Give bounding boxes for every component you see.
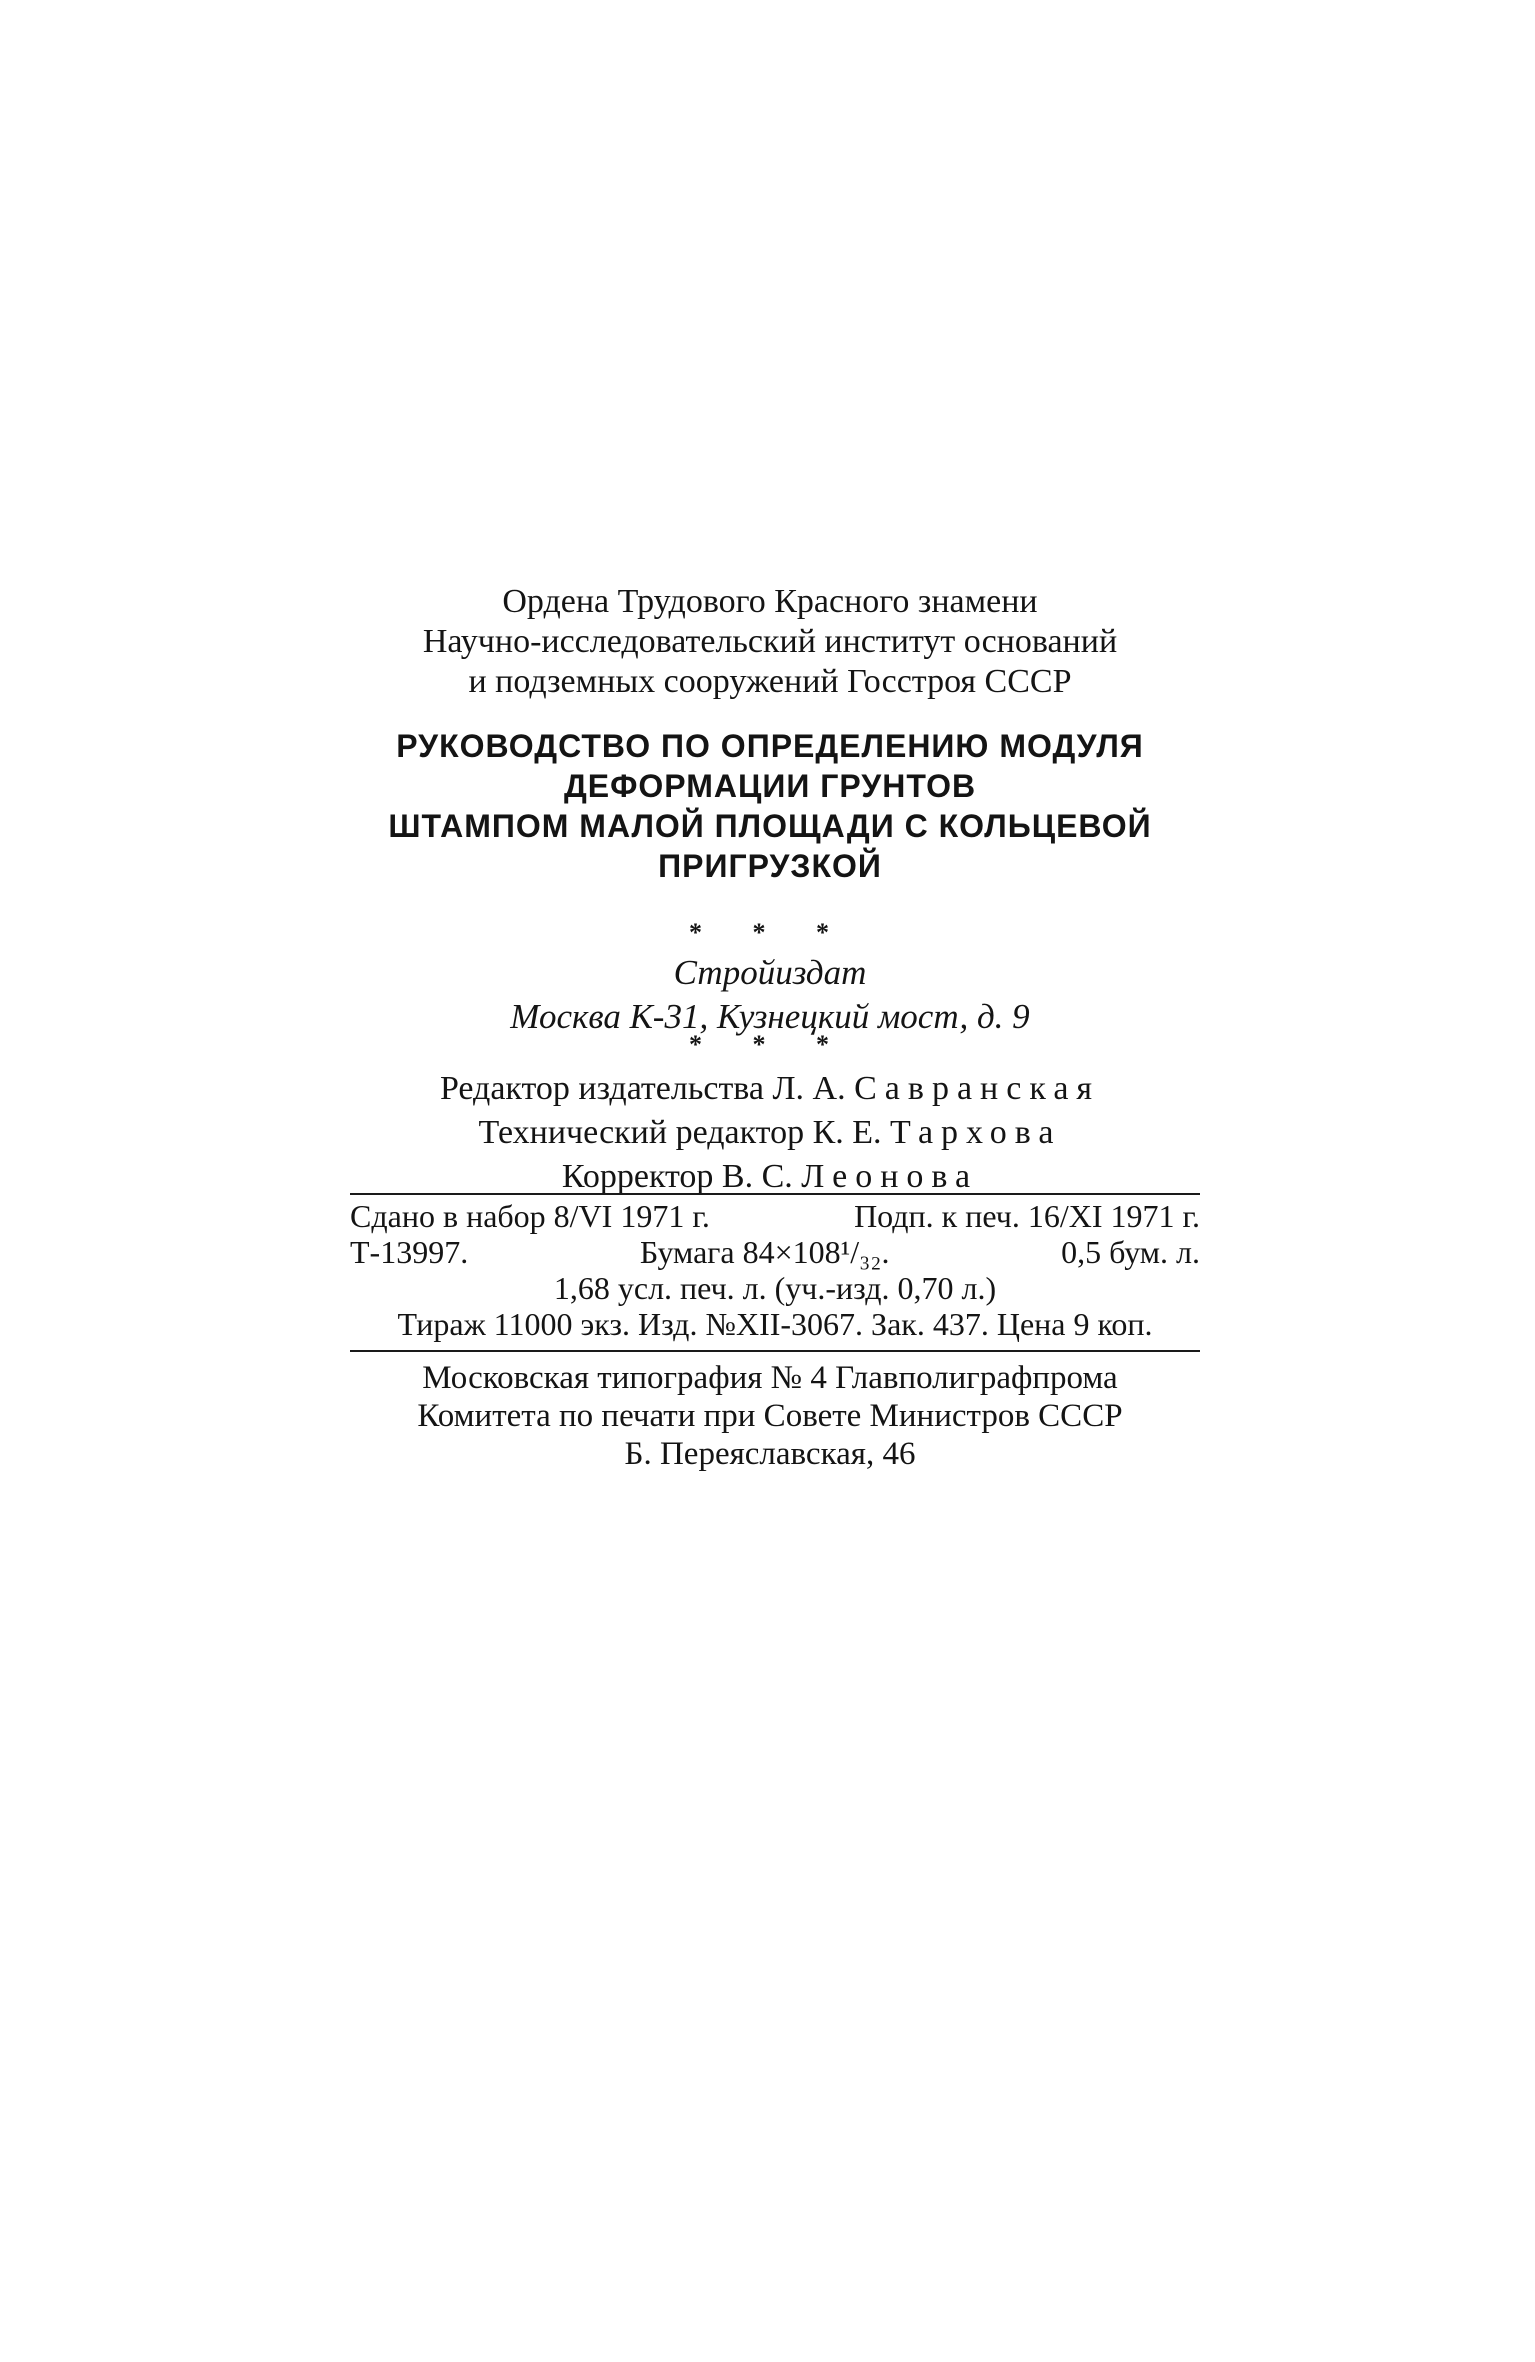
staff-block bbox=[330, 1072, 1210, 1204]
printer-block bbox=[330, 1362, 1210, 1476]
tech-editor-role: Технический редактор К. Е. bbox=[478, 1114, 882, 1151]
divider-top bbox=[350, 1193, 1200, 1195]
imprint-signed: Подп. к печ. 16/XI 1971 г. bbox=[854, 1198, 1200, 1234]
imprint-circulation: Тираж 11000 экз. Изд. №XII-3067. Зак. 437. Цена 9 коп. bbox=[397, 1306, 1153, 1342]
title-line-2: ДЕФОРМАЦИИ ГРУНТОВ bbox=[563, 768, 977, 804]
editor-line bbox=[330, 1072, 1210, 1112]
publisher-address: Москва К-31, Кузнецкий мост, д. 9 bbox=[510, 997, 1030, 1036]
printer-line-3: Б. Переяславская, 46 bbox=[624, 1436, 916, 1472]
imprint-sheets: 0,5 бум. л. bbox=[1061, 1234, 1200, 1270]
editor-name: Савранская bbox=[854, 1070, 1101, 1107]
imprint-sent: Сдано в набор 8/VI 1971 г. bbox=[350, 1198, 710, 1234]
imprint-block bbox=[350, 1200, 1200, 1344]
document-title bbox=[330, 730, 1210, 890]
title-line-4: ПРИГРУЗКОЙ bbox=[658, 848, 882, 884]
organization-line-1: Ордена Трудового Красного знамени bbox=[502, 583, 1038, 620]
organization-block bbox=[330, 585, 1210, 705]
divider-bottom bbox=[350, 1350, 1200, 1352]
tech-editor-line bbox=[330, 1116, 1210, 1156]
editor-role: Редактор издательства Л. А. bbox=[439, 1070, 846, 1107]
organization-line-3: и подземных сооружений Госстроя СССР bbox=[468, 663, 1072, 700]
tech-editor-name: Тархова bbox=[890, 1114, 1062, 1151]
title-line-3: ШТАМПОМ МАЛОЙ ПЛОЩАДИ С КОЛЬЦЕВОЙ bbox=[388, 808, 1152, 844]
title-line-1: РУКОВОДСТВО ПО ОПРЕДЕЛЕНИЮ МОДУЛЯ bbox=[396, 728, 1144, 764]
imprint-circulation-row bbox=[350, 1308, 1200, 1344]
separator-stars-bottom: * * * bbox=[689, 1030, 851, 1059]
separator-stars-top: * * * bbox=[689, 918, 851, 947]
publisher-name: Стройиздат bbox=[673, 953, 867, 992]
printer-line-1: Московская типография № 4 Главполиграфпрома bbox=[422, 1360, 1118, 1396]
imprint-dates-row bbox=[350, 1200, 1200, 1236]
proofreader-role: Корректор В. С. bbox=[561, 1158, 793, 1195]
imprint-print-sheets-row bbox=[350, 1272, 1200, 1308]
printer-line-2: Комитета по печати при Совете Министров СССР bbox=[417, 1398, 1123, 1434]
imprint-print-sheets: 1,68 усл. печ. л. (уч.-изд. 0,70 л.) bbox=[553, 1270, 997, 1306]
proofreader-name: Леонова bbox=[801, 1158, 979, 1195]
imprint-paper: Бумага 84×108¹/₃₂. bbox=[639, 1234, 890, 1270]
organization-line-2: Научно-исследовательский институт оснований bbox=[422, 623, 1118, 660]
imprint-code: Т-13997. bbox=[350, 1234, 469, 1270]
imprint-paper-row bbox=[350, 1236, 1200, 1272]
